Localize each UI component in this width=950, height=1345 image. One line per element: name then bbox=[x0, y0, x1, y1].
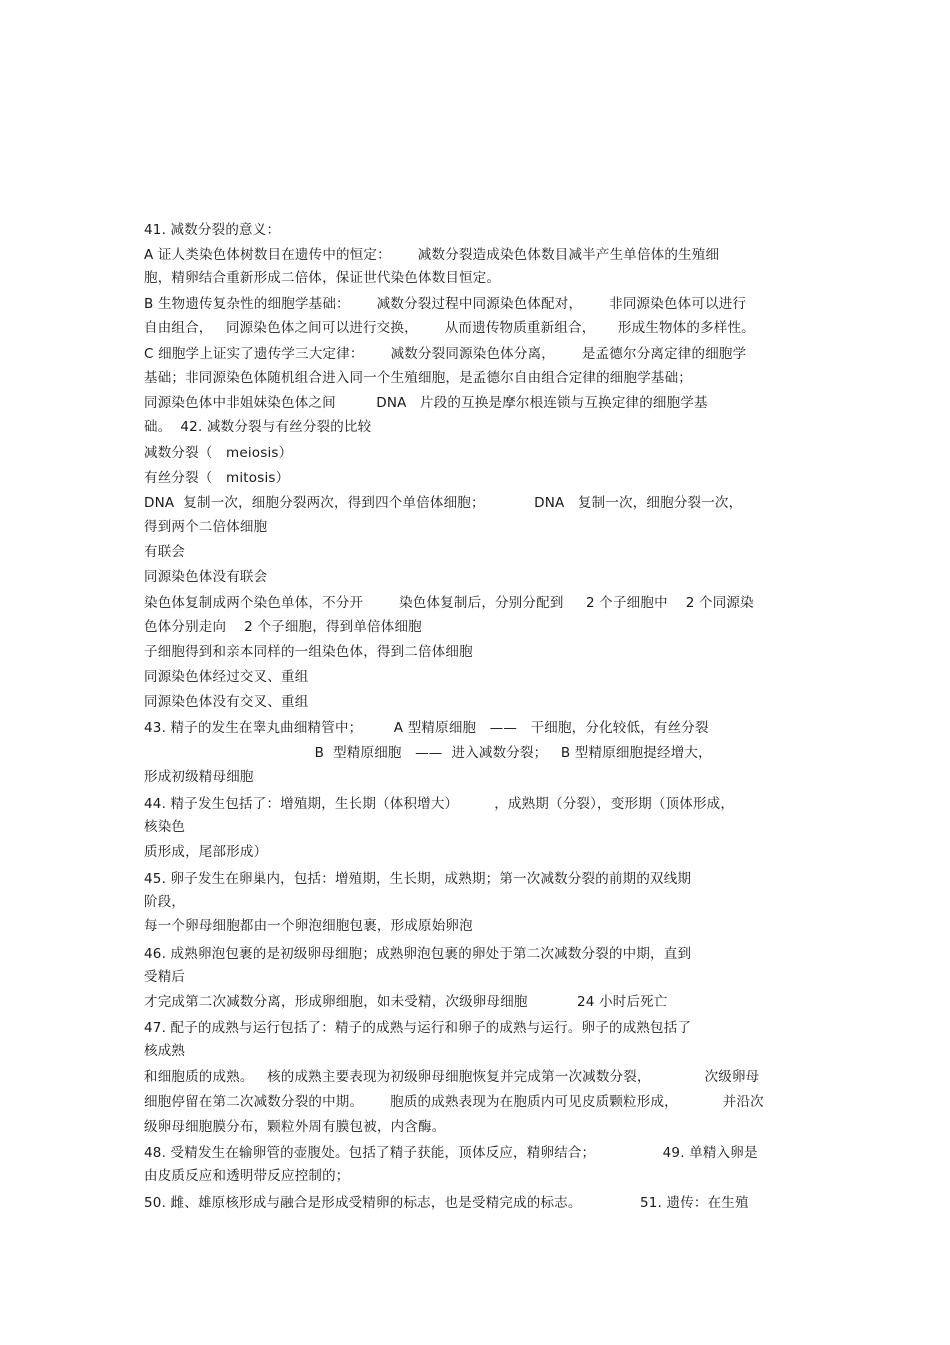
text-line: 46. 成熟卵泡包裹的是初级卵母细胞；成熟卵泡包裹的卵处于第二次减数分裂的中期，直到 bbox=[144, 946, 692, 962]
text-line: 47. 配子的成熟与运行包括了：精子的成熟与运行和卵子的成熟与运行。卵子的成熟包括了 bbox=[144, 1020, 692, 1036]
text-line: 和细胞质的成熟。 核的成熟主要表现为初级卵母细胞恢复并完成第一次减数分裂， 次级卵母 bbox=[144, 1069, 760, 1085]
text-line: 阶段， bbox=[144, 894, 186, 910]
text-line: 同源染色体没有交叉、重组 bbox=[144, 694, 309, 710]
text-line: 核染色 bbox=[144, 819, 186, 835]
text-line: 48. 受精发生在输卵管的壶腹处。包括了精子获能，顶体反应，精卵结合； 49. 单精入卵是 bbox=[144, 1145, 758, 1161]
text-line: 有丝分裂（ mitosis） bbox=[144, 470, 290, 486]
text-line: 减数分裂（ meiosis） bbox=[144, 445, 293, 461]
text-line: 同源染色体没有联会 bbox=[144, 569, 268, 585]
text-line: 形成初级精母细胞 bbox=[144, 769, 254, 785]
text-line: 每一个卵母细胞都由一个卵泡细胞包裹，形成原始卵泡 bbox=[144, 918, 473, 934]
text-line: 胞，精卵结合重新形成二倍体，保证世代染色体数目恒定。 bbox=[144, 270, 501, 286]
text-line: 核成熟 bbox=[144, 1043, 186, 1059]
text-line: 级卵母细胞膜分布，颗粒外周有膜包被，内含酶。 bbox=[144, 1119, 446, 1135]
text-line: 才完成第二次减数分离，形成卵细胞，如未受精，次级卵母细胞 24 小时后死亡 bbox=[144, 994, 668, 1010]
text-line: 由皮质反应和透明带反应控制的； bbox=[144, 1168, 350, 1184]
text-line: 50. 雌、雄原核形成与融合是形成受精卵的标志，也是受精完成的标志。 51. 遗传：在生殖 bbox=[144, 1195, 749, 1211]
text-line: C 细胞学上证实了遗传学三大定律： 减数分裂同源染色体分离， 是孟德尔分离定律的细胞学 bbox=[144, 346, 747, 362]
text-line: 础。 42. 减数分裂与有丝分裂的比较 bbox=[144, 419, 372, 435]
text-line: 基础；非同源染色体随机组合进入同一个生殖细胞，是孟德尔自由组合定律的细胞学基础； bbox=[144, 370, 692, 386]
text-line: DNA 复制一次，细胞分裂两次，得到四个单倍体细胞； DNA 复制一次，细胞分裂一次， bbox=[144, 495, 743, 511]
text-line: 41. 减数分裂的意义： bbox=[144, 222, 281, 238]
text-line: 染色体复制成两个染色单体，不分开 染色体复制后，分别分配到 2 个子细胞中 2 个同源染 bbox=[144, 595, 754, 611]
text-line: A 证人类染色体树数目在遗传中的恒定： 减数分裂造成染色体数目减半产生单倍体的生殖细 bbox=[144, 247, 720, 263]
text-line: 同源染色体经过交叉、重组 bbox=[144, 669, 309, 685]
text-line: 得到两个二倍体细胞 bbox=[144, 519, 268, 535]
text-line: 受精后 bbox=[144, 969, 186, 985]
text-line: 有联会 bbox=[144, 544, 186, 560]
text-line: B 型精原细胞 —— 进入减数分裂； B 型精原细胞提经增大， bbox=[144, 745, 712, 761]
text-line: 子细胞得到和亲本同样的一组染色体，得到二倍体细胞 bbox=[144, 644, 473, 660]
text-line: B 生物遗传复杂性的细胞学基础： 减数分裂过程中同源染色体配对， 非同源染色体可以进行 bbox=[144, 296, 747, 312]
text-line: 细胞停留在第二次减数分裂的中期。 胞质的成熟表现为在胞质内可见皮质颗粒形成， 并沿次 bbox=[144, 1094, 764, 1110]
text-line: 43. 精子的发生在睾丸曲细精管中； A 型精原细胞 —— 干细胞，分化较低，有丝分裂 bbox=[144, 720, 709, 736]
text-line: 自由组合， 同源染色体之间可以进行交换， 从而遗传物质重新组合， 形成生物体的多样性。 bbox=[144, 320, 755, 336]
text-line: 质形成，尾部形成） bbox=[144, 844, 268, 860]
text-line: 45. 卵子发生在卵巢内，包括：增殖期，生长期，成熟期；第一次减数分裂的前期的双线期 bbox=[144, 871, 692, 887]
text-line: 色体分别走向 2 个子细胞，得到单倍体细胞 bbox=[144, 619, 422, 635]
text-line: 同源染色体中非姐妹染色体之间 DNA 片段的互换是摩尔根连锁与互换定律的细胞学基 bbox=[144, 395, 708, 411]
text-line: 44. 精子发生包括了：增殖期，生长期（体积增大） ，成熟期（分裂），变形期（顶体形成， bbox=[144, 796, 735, 812]
